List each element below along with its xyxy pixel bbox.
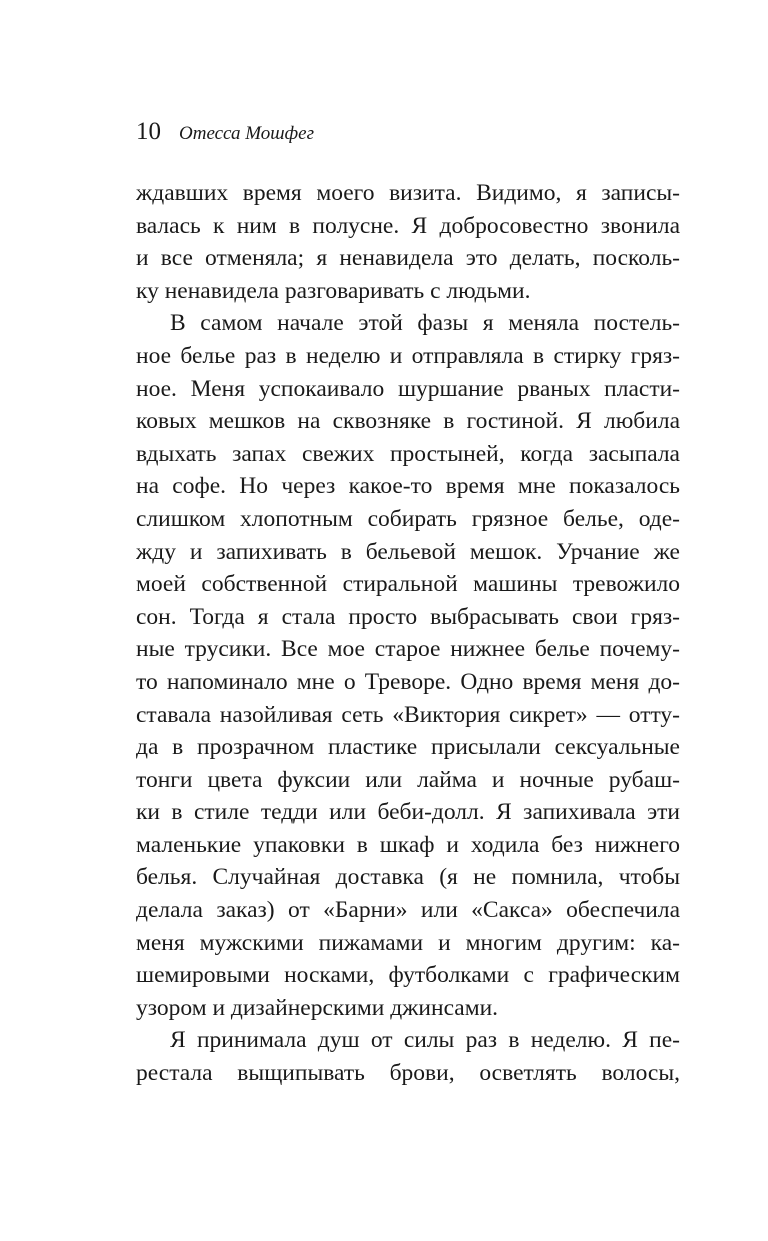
text-line: валась к ним в полусне. Я добросовестно звонила xyxy=(136,212,680,239)
paragraph xyxy=(136,177,680,307)
text-line: ное белье раз в неделю и отправляла в стирку гряз- xyxy=(136,342,680,369)
text-line: шемировыми носками, футболками с графическим xyxy=(136,962,680,989)
running-head-author: Отесса Мошфег xyxy=(179,123,314,144)
text-line: меня мужскими пижамами и многим другим: ка- xyxy=(136,929,680,956)
text-line: рестала выщипывать брови, осветлять волосы, xyxy=(136,1060,680,1087)
text-line: да в прозрачном пластике присылали сексуальные xyxy=(136,734,680,761)
paragraph xyxy=(136,307,680,1024)
running-head xyxy=(136,118,314,150)
text-line: делала заказ) от «Барни» или «Сакса» обеспечила xyxy=(136,897,680,924)
paragraph xyxy=(136,1024,680,1089)
text-line: и все отменяла; я ненавидела это делать, посколь- xyxy=(136,245,680,272)
text-line: маленькие упаковки в шкаф и ходила без нижнего xyxy=(136,831,680,858)
text-line: ку ненавидела разговаривать с людьми. xyxy=(136,277,531,304)
text-line: на софе. Но через какое-то время мне показалось xyxy=(136,473,680,500)
text-line: жду и запихивать в бельевой мешок. Урчание же xyxy=(136,538,680,565)
text-line: ждавших время моего визита. Видимо, я записы- xyxy=(136,180,680,206)
text-line: тонги цвета фуксии или лайма и ночные рубаш- xyxy=(136,766,680,793)
text-line: ковых мешков на сквозняке в гостиной. Я любила xyxy=(136,408,680,435)
text-line: Я принимала душ от силы раз в неделю. Я пе- xyxy=(170,1027,680,1054)
text-line: сон. Тогда я стала просто выбрасывать свои гряз- xyxy=(136,603,680,630)
text-line: В самом начале этой фазы я меняла постель- xyxy=(170,310,680,337)
text-line: то напоминало мне о Треворе. Одно время меня до- xyxy=(136,668,680,695)
text-line: ставала назойливая сеть «Виктория сикрет» — отту- xyxy=(136,701,680,728)
page-number: 10 xyxy=(136,118,161,145)
body-text xyxy=(136,177,680,1090)
text-line: слишком хлопотным собирать грязное белье, оде- xyxy=(136,505,680,532)
text-line: ки в стиле тедди или беби-долл. Я запихивала эти xyxy=(136,799,680,826)
text-line: моей собственной стиральной машины тревожило xyxy=(136,571,680,598)
text-line: белья. Случайная доставка (я не помнила, чтобы xyxy=(136,864,680,891)
text-line: ное. Меня успокаивало шуршание рваных пласти- xyxy=(136,375,680,402)
text-line: ные трусики. Все мое старое нижнее белье почему- xyxy=(136,636,680,663)
text-line: вдыхать запах свежих простыней, когда засыпала xyxy=(136,440,680,467)
text-line: узором и дизайнерскими джинсами. xyxy=(136,994,499,1021)
